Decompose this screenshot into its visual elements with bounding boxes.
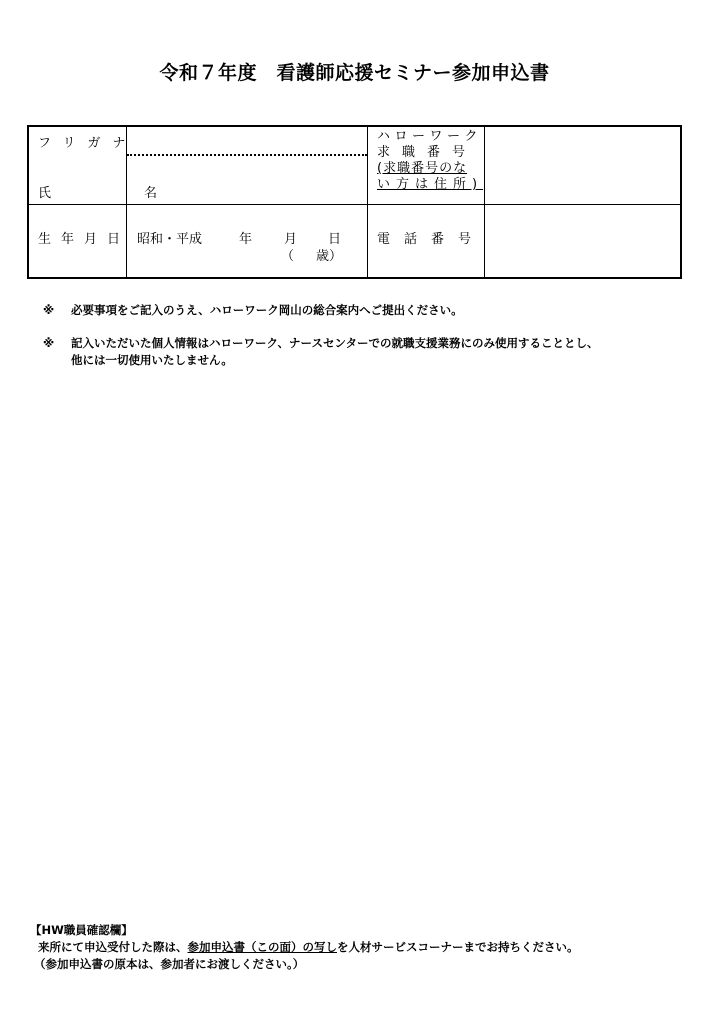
furigana-field[interactable] bbox=[129, 129, 365, 153]
hw-label-line: い方は住所) bbox=[377, 177, 484, 192]
birth-era: 昭和・平成 bbox=[137, 232, 203, 247]
note-text: 他には一切使用いたしません。 bbox=[71, 353, 233, 367]
birth-month-unit: 月 bbox=[284, 232, 298, 247]
name-field[interactable] bbox=[129, 157, 365, 202]
furigana-label: フリガナ bbox=[38, 136, 138, 151]
footer-line bbox=[30, 939, 690, 956]
note-mark: ※ bbox=[43, 303, 55, 317]
birth-date-label: 生年月日 bbox=[38, 232, 131, 247]
phone-label: 電話番号 bbox=[377, 232, 486, 247]
birth-day-unit: 日 bbox=[328, 232, 342, 247]
age-open-paren: （ bbox=[281, 249, 295, 264]
furigana-separator bbox=[127, 154, 367, 156]
footer-underlined-text: 参加申込書（この面）の写し bbox=[187, 940, 337, 954]
note-item bbox=[43, 302, 683, 319]
row-divider bbox=[29, 204, 680, 205]
note-mark: ※ bbox=[43, 336, 55, 350]
age-unit: 歳） bbox=[316, 249, 343, 264]
note-text: 記入いただいた個人情報はハローワーク、ナースセンターでの就職支援業務にのみ使用することとし、 bbox=[71, 336, 599, 350]
page-title: 令和７年度 看護師応援セミナー参加申込書 bbox=[159, 62, 550, 84]
hw-job-number-field[interactable] bbox=[487, 129, 677, 202]
column-divider bbox=[367, 127, 368, 277]
note-item bbox=[43, 335, 683, 369]
hw-job-number-label bbox=[377, 129, 489, 193]
hw-staff-confirmation bbox=[30, 922, 690, 973]
hw-label-line: ハローワーク bbox=[377, 129, 483, 144]
application-form-table bbox=[27, 125, 682, 279]
name-label: 氏 名 bbox=[38, 186, 198, 201]
hw-label-line: (求職番号のな bbox=[377, 161, 468, 176]
phone-field[interactable] bbox=[487, 207, 677, 277]
footer-text: を人材サービスコーナーまでお持ちください。 bbox=[337, 940, 579, 954]
note-text: 必要事項をご記入のうえ、ハローワーク岡山の総合案内へご提出ください。 bbox=[71, 303, 463, 317]
footer-text: 来所にて申込受付した際は、 bbox=[38, 940, 188, 954]
footer-heading: 【HW職員確認欄】 bbox=[30, 923, 133, 937]
footer-note: （参加申込書の原本は、参加者にお渡しください。） bbox=[34, 957, 305, 971]
birth-year-unit: 年 bbox=[239, 232, 253, 247]
hw-label-line: 求職番号 bbox=[377, 145, 478, 160]
